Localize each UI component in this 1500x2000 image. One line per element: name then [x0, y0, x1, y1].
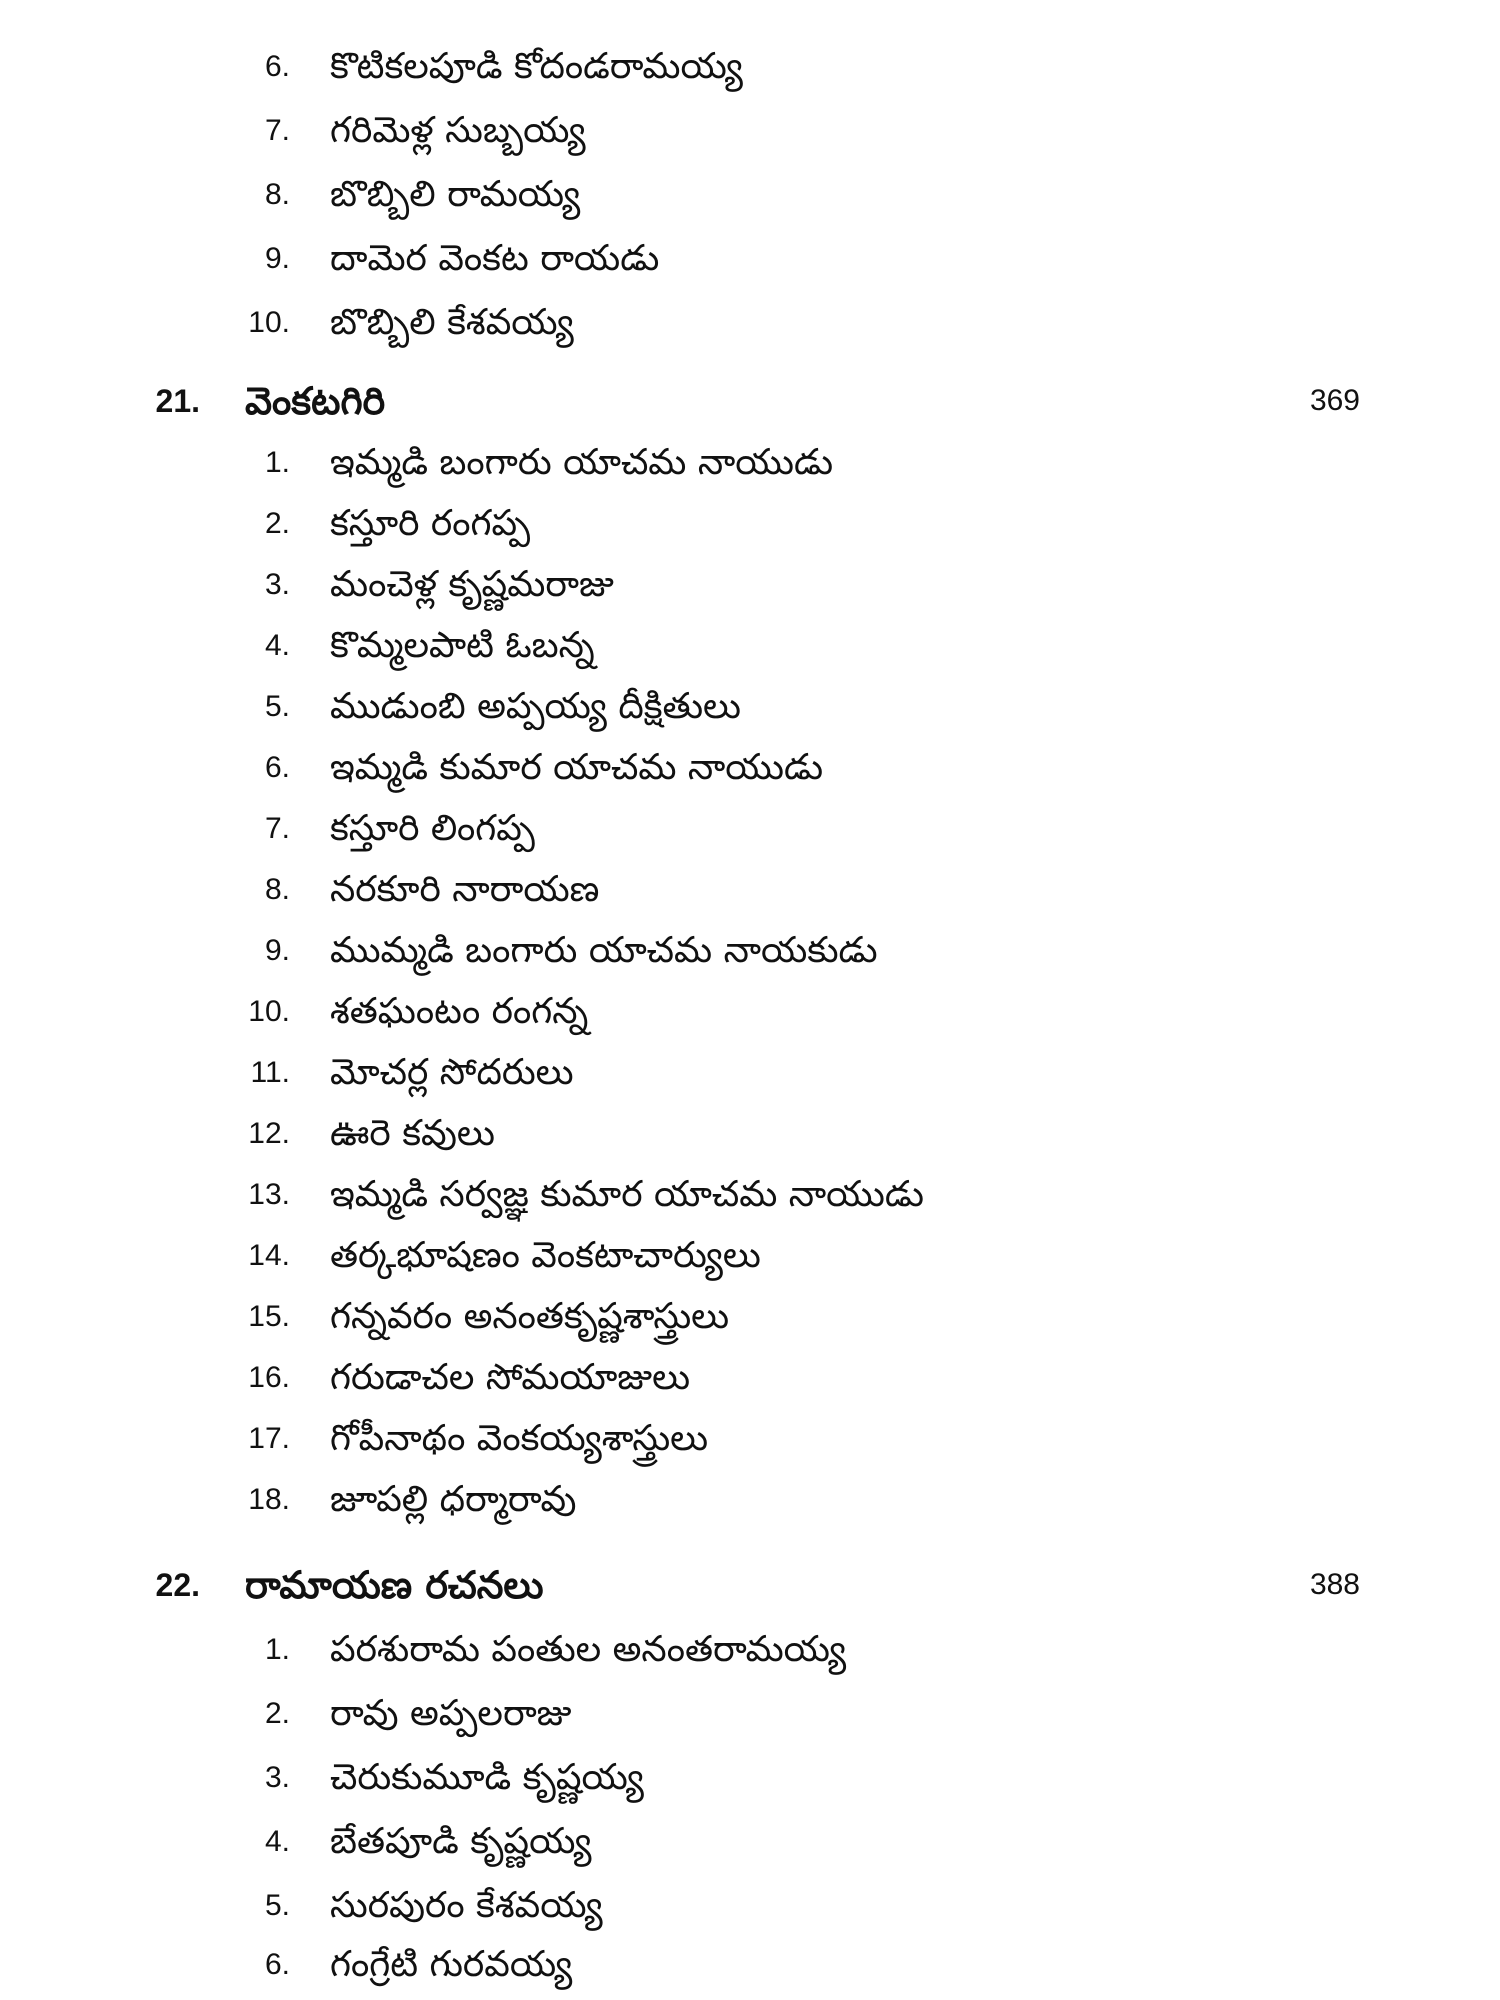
list-item — [0, 101, 1500, 161]
list-item — [0, 1104, 1500, 1164]
list-item — [0, 1935, 1500, 1995]
list-item — [0, 738, 1500, 798]
item-name: గరిమెళ్ల సుబ్బయ్య — [330, 110, 586, 151]
section-page-number: 388 — [1309, 1568, 1360, 1601]
list-item — [0, 982, 1500, 1042]
list-item — [0, 165, 1500, 225]
list-item — [0, 1684, 1500, 1744]
item-name: పరశురామ పంతుల అనంతరామయ్య — [330, 1629, 847, 1670]
item-number: 14. — [248, 1239, 290, 1272]
item-number: 6. — [264, 50, 290, 83]
item-number: 7. — [264, 114, 290, 147]
list-item — [0, 616, 1500, 676]
item-number: 16. — [248, 1361, 290, 1394]
list-item — [0, 1409, 1500, 1469]
item-name: శతఘంటం రంగన్న — [330, 991, 589, 1032]
item-name: సురపురం కేశవయ్య — [330, 1885, 603, 1926]
item-name: జూపల్లి ధర్మారావు — [330, 1479, 577, 1520]
item-name: కొమ్మలపాటి ఓబన్న — [330, 625, 595, 666]
list-item — [0, 677, 1500, 737]
item-number: 11. — [250, 1056, 290, 1089]
item-name: ఇమ్మడి సర్వజ్ఞ కుమార యాచమ నాయుడు — [330, 1174, 924, 1215]
item-name: గోపీనాథం వెంకయ్యశాస్త్రులు — [330, 1418, 709, 1459]
list-item — [0, 1620, 1500, 1680]
item-name: గన్నవరం అనంతకృష్ణశాస్త్రులు — [330, 1296, 730, 1337]
item-number: 1. — [264, 1633, 290, 1666]
list-item — [0, 921, 1500, 981]
item-number: 6. — [264, 751, 290, 784]
section-title: రామాయణ రచనలు — [245, 1563, 544, 1607]
list-item — [0, 799, 1500, 859]
list-item — [0, 1165, 1500, 1225]
list-item — [0, 494, 1500, 554]
item-number: 18. — [248, 1483, 290, 1516]
item-number: 9. — [264, 242, 290, 275]
item-name: మంచెళ్ల కృష్ణమరాజు — [330, 564, 614, 605]
item-name: ఊరె కవులు — [330, 1113, 495, 1154]
item-number: 3. — [264, 1761, 290, 1794]
list-item — [0, 1748, 1500, 1808]
item-name: దామెర వెంకట రాయడు — [330, 238, 660, 279]
list-item — [0, 1043, 1500, 1103]
item-name: కస్తూరి లింగప్ప — [330, 808, 535, 849]
section-number: 21. — [155, 383, 200, 419]
item-number: 3. — [264, 568, 290, 601]
item-name: ముమ్మడి బంగారు యాచమ నాయకుడు — [330, 930, 878, 971]
list-item — [0, 1287, 1500, 1347]
item-number: 7. — [264, 812, 290, 845]
item-number: 9. — [264, 934, 290, 967]
item-number: 8. — [264, 873, 290, 906]
item-name: మోచర్ల సోదరులు — [330, 1052, 574, 1093]
item-number: 1. — [264, 446, 290, 479]
item-name: రావు అప్పలరాజు — [330, 1693, 572, 1734]
list-item — [0, 555, 1500, 615]
item-number: 4. — [264, 629, 290, 662]
item-name: గరుడాచల సోమయాజులు — [330, 1357, 691, 1398]
item-number: 6. — [264, 1948, 290, 1981]
section-title: వెంకటగిరి — [245, 379, 386, 423]
list-item — [0, 1876, 1500, 1936]
item-number: 5. — [264, 1889, 290, 1922]
list-item — [0, 37, 1500, 97]
list-item — [0, 1348, 1500, 1408]
item-name: తర్కభూషణం వెంకటాచార్యులు — [330, 1235, 761, 1276]
item-number: 13. — [248, 1178, 290, 1211]
list-item — [0, 229, 1500, 289]
item-name: ముడుంబి అప్పయ్య దీక్షితులు — [330, 686, 742, 727]
item-name: ఇమ్మడి బంగారు యాచమ నాయుడు — [330, 442, 834, 483]
item-name: కొటికలపూడి కోదండరామయ్య — [330, 46, 743, 87]
item-name: బొబ్బిలి కేశవయ్య — [330, 302, 574, 343]
item-number: 4. — [264, 1825, 290, 1858]
item-number: 8. — [264, 178, 290, 211]
section-heading — [0, 371, 1500, 431]
list-item — [0, 860, 1500, 920]
list-item — [0, 1226, 1500, 1286]
item-name: చెరుకుమూడి కృష్ణయ్య — [330, 1757, 644, 1798]
section-heading — [0, 1555, 1500, 1615]
item-number: 2. — [264, 507, 290, 540]
item-number: 15. — [248, 1300, 290, 1333]
section-number: 22. — [155, 1567, 200, 1603]
item-number: 10. — [248, 306, 290, 339]
list-item — [0, 1470, 1500, 1530]
item-number: 12. — [248, 1117, 290, 1150]
item-name: బొబ్బిలి రామయ్య — [330, 174, 581, 215]
item-name: బేతపూడి కృష్ణయ్య — [330, 1821, 592, 1862]
section-page-number: 369 — [1309, 384, 1360, 417]
list-item — [0, 433, 1500, 493]
item-number: 2. — [264, 1697, 290, 1730]
list-item — [0, 1812, 1500, 1872]
item-number: 5. — [264, 690, 290, 723]
item-number: 17. — [248, 1422, 290, 1455]
item-name: నరకూరి నారాయణ — [330, 869, 600, 910]
list-item — [0, 293, 1500, 353]
item-name: ఇమ్మడి కుమార యాచమ నాయుడు — [330, 747, 824, 788]
item-number: 10. — [248, 995, 290, 1028]
item-name: కస్తూరి రంగప్ప — [330, 503, 531, 544]
item-name: గంగ్రేటి గురవయ్య — [330, 1944, 573, 1985]
